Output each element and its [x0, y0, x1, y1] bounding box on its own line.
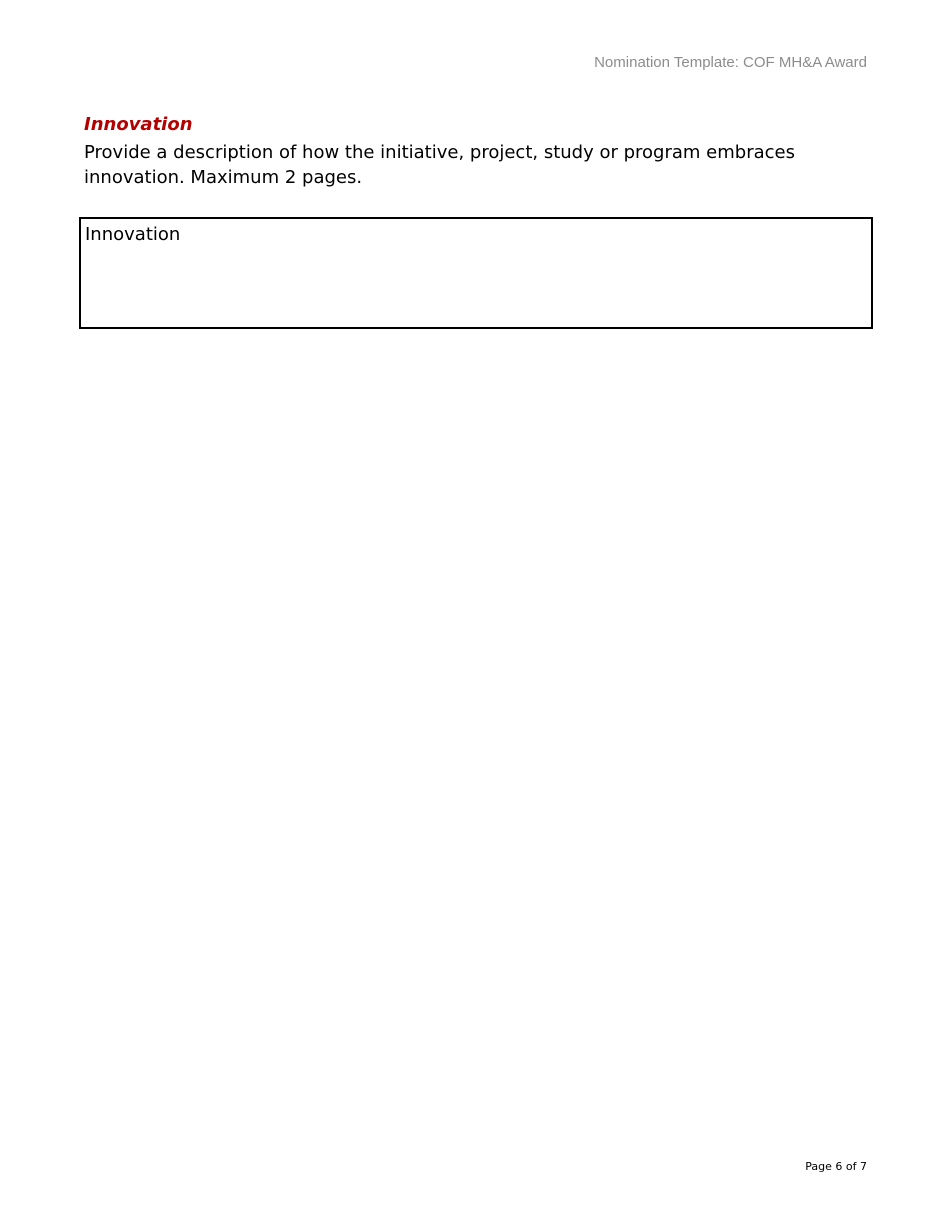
innovation-section — [84, 112, 874, 190]
section-description: Provide a description of how the initiative, project, study or program embraces innovation. Maximum 2 pages. — [84, 142, 795, 188]
page-header-title: Nomination Template: COF MH&A Award — [594, 54, 867, 71]
innovation-response-field[interactable] — [79, 217, 873, 329]
response-field-text: Innovation — [85, 224, 181, 245]
section-title: Innovation — [84, 114, 193, 135]
page-number: Page 6 of 7 — [805, 1160, 867, 1173]
